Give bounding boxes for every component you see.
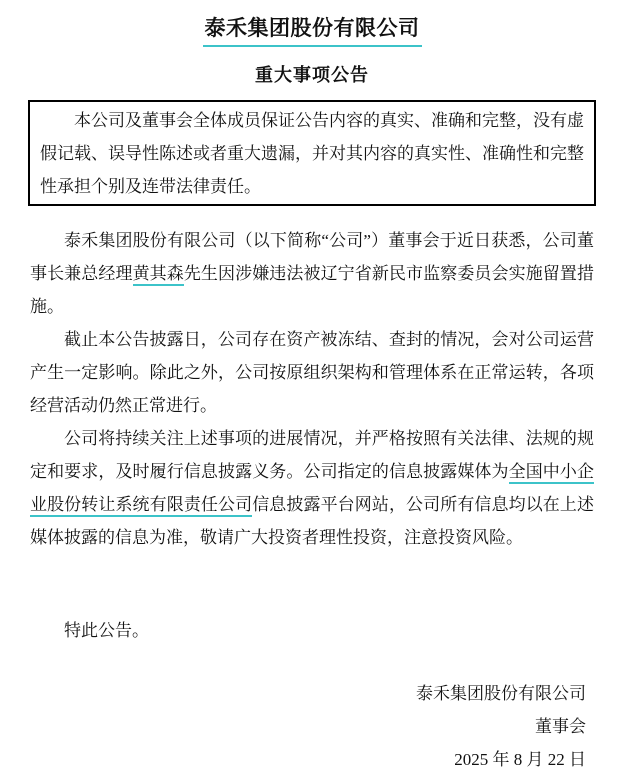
signature-board: 董事会 bbox=[535, 717, 586, 736]
paragraph-disclosure-media bbox=[30, 422, 594, 554]
company-title-underlined: 泰禾集团股份有限公司 bbox=[203, 12, 422, 47]
paragraph-1-text-after: 先生因涉嫌违法被辽宁省新民市监察委员会实施留置措施。 bbox=[30, 264, 594, 316]
signature-company: 泰禾集团股份有限公司 bbox=[416, 684, 586, 703]
paragraph-3-text-before: 公司将持续关注上述事项的进展情况，并严格按照有关法律、法规的规定和要求，及时履行信息披露义务。公司指定的信息披露媒体为 bbox=[30, 429, 594, 481]
document-body bbox=[30, 224, 594, 647]
paragraph-asset-freeze: 截止本公告披露日，公司存在资产被冻结、查封的情况，会对公司运营产生一定影响。除此之外，公司按原组织架构和管理体系在正常运转，各项经营活动仍然正常进行。 bbox=[30, 330, 594, 415]
paragraph-chairman-detention bbox=[30, 224, 594, 323]
paragraph-1-text-before: 泰禾集团股份有限公司（以下简称“公司”）董事会于近日获悉，公司董事长兼总经理 bbox=[30, 231, 594, 283]
paragraph-3-text-after: 信息披露平台网站，公司所有信息均以在上述媒体披露的信息为准，敬请广大投资者理性投资，注意投资风险。 bbox=[30, 495, 594, 547]
signature-block bbox=[0, 677, 624, 776]
signature-date: 2025 年 8 月 22 日 bbox=[454, 750, 586, 769]
disclaimer-box bbox=[28, 100, 596, 206]
closing-statement: 特此公告。 bbox=[64, 621, 149, 640]
document-title bbox=[0, 0, 624, 47]
underlined-entity-name: 全国中小企业股份转让系统有限责任公司 bbox=[30, 462, 594, 517]
document-subtitle: 重大事项公告 bbox=[255, 65, 369, 85]
underlined-person-name: 黄其森 bbox=[133, 264, 184, 286]
disclaimer-text: 本公司及董事会全体成员保证公告内容的真实、准确和完整，没有虚假记载、误导性陈述或者重大遗漏，并对其内容的真实性、准确性和完整性承担个别及连带法律责任。 bbox=[40, 111, 584, 196]
